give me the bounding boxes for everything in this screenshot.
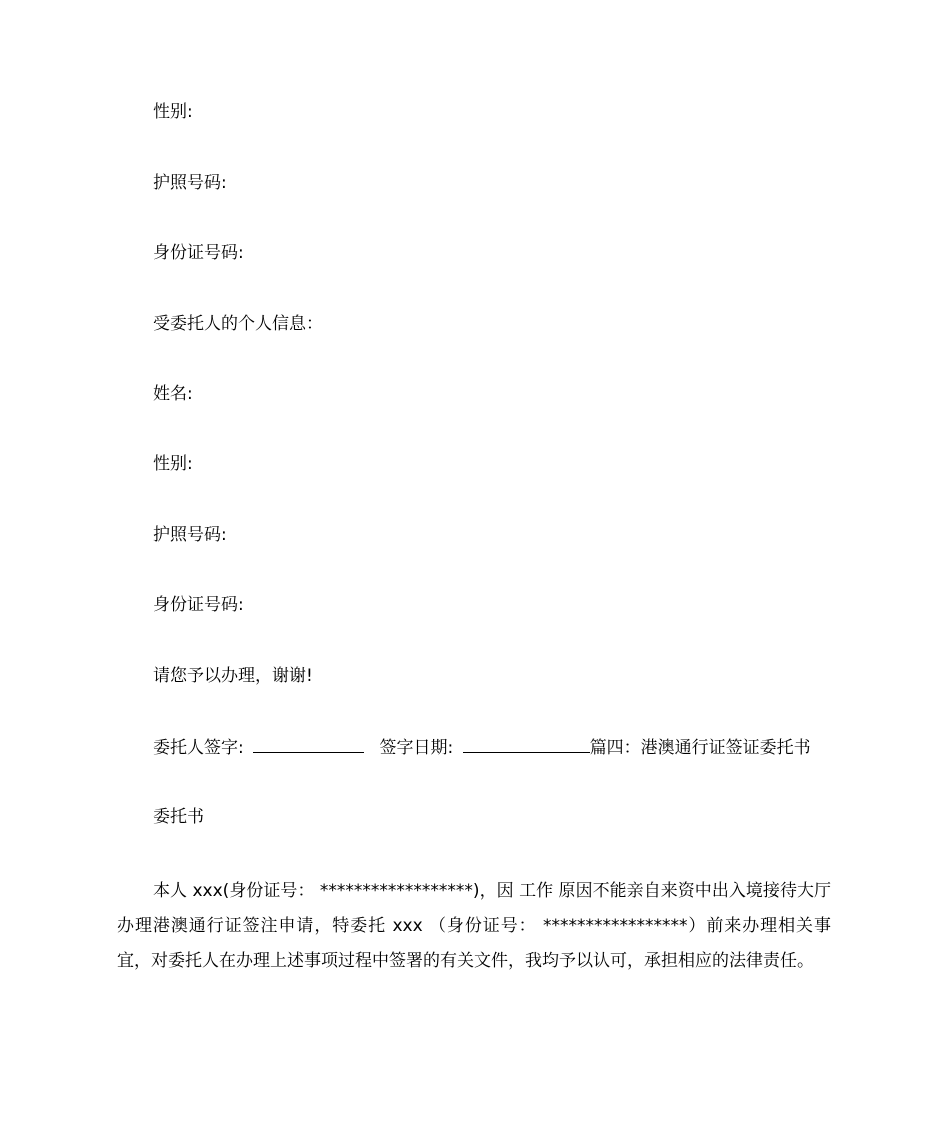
request-text: 请您予以办理，谢谢!: [153, 666, 313, 686]
section-title: 篇四：港澳通行证签证委托书: [589, 738, 811, 758]
doc-title: 委托书: [153, 807, 204, 827]
passport-label-2: 护照号码:: [153, 525, 227, 545]
signer-label: 委托人签字:: [153, 738, 244, 758]
sign-date-label: 签字日期:: [379, 738, 454, 758]
signer-signature-blank: [253, 734, 364, 753]
id-number-label-2: 身份证号码:: [153, 595, 244, 615]
sign-date-blank: [463, 734, 590, 753]
gender-label-2: 性别:: [153, 454, 193, 474]
name-label-2: 姓名:: [153, 384, 193, 404]
body-paragraph: 本人 xxx(身份证号： ******************)，因 工作 原因不能亲自来资中出入境接待大厅办理港澳通行证签注申请，特委托 xxx （身份证号： *****************）前来办理相关事宜，对委托人在办理上述事项过程中签署的有关文件，我均予以认可，承担相应的法律责任。: [117, 881, 831, 971]
passport-label-1: 护照号码:: [153, 173, 227, 193]
signature-row: [153, 734, 811, 760]
gender-label-1: 性别:: [153, 102, 193, 122]
id-number-label-1: 身份证号码:: [153, 243, 244, 263]
trustee-info-header: 受委托人的个人信息：: [153, 314, 323, 334]
